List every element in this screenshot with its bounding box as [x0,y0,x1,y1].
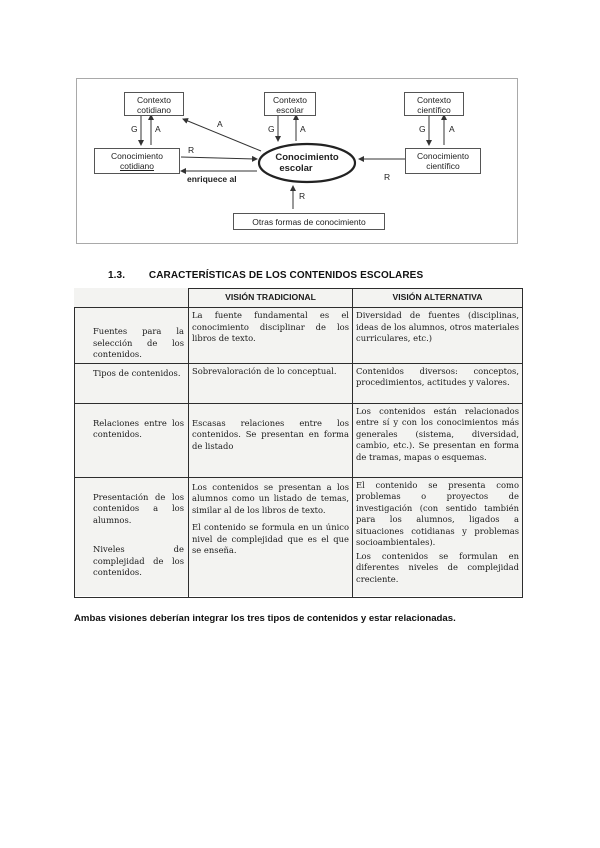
table-row [75,308,523,364]
comparison-table [74,288,523,598]
label-r-bottom: R [299,191,306,201]
cell-alternativa: Los contenidos están relacionados entre sí y con los conocimientos más generales (sistema, diversidad, cambio, etc.). Se presentan en forma de tramas, mapas o esquemas. [353,403,523,477]
cell-tradicional [189,477,353,597]
cell-tradicional: Sobrevaloración de lo conceptual. [189,363,353,403]
box-contexto-cientifico-line2: científico [417,105,451,115]
box-contexto-cotidiano-line1: Contexto [136,95,172,105]
cell-tradicional-niveles: El contenido se formula en un único nivel de complejidad que es el que se enseña. [192,522,349,555]
box-contexto-escolar-line1: Contexto [272,95,308,105]
box-contexto-escolar-line2: escolar [276,105,304,115]
label-enriquece: enriquece al [187,174,237,184]
box-conocimiento-cotidiano [94,148,180,174]
box-contexto-cotidiano [124,92,184,116]
row-label: Relaciones entre los contenidos. [75,403,189,477]
cell-alternativa [353,477,523,597]
table-row [75,363,523,403]
box-otras-formas-text: Otras formas de conocimiento [252,217,366,227]
cell-alternativa-presentacion: El contenido se presenta como problemas o proyectos de investigación (con sentido también para los alumnos, ligados a situaciones cotidianas y problemas socioambientales). [356,479,519,547]
label-g-right: G [419,124,426,134]
header-blank [75,289,189,308]
box-otras-formas [233,213,385,230]
box-contexto-cientifico [404,92,464,116]
row-label: Fuentes para la selección de los contenidos. [75,308,189,364]
table-row [75,403,523,477]
box-conocimiento-cientifico [405,148,481,174]
comparison-table-image [74,288,522,596]
center-label [259,152,355,174]
cell-tradicional: Escasas relaciones entre los contenidos. Se presentan en forma de listado [189,403,353,477]
cell-alternativa: Diversidad de fuentes (disciplinas, ideas de los alumnos, otros materiales curriculares, etc.) [353,308,523,364]
section-heading [108,270,423,281]
arrow-r-left [181,157,257,159]
section-title: CARACTERÍSTICAS DE LOS CONTENIDOS ESCOLARES [148,270,424,281]
row-label: Tipos de contenidos. [75,363,189,403]
cell-alternativa-niveles: Los contenidos se formulan en diferentes niveles de complejidad creciente. [356,550,519,584]
box-contexto-cientifico-line1: Contexto [416,95,452,105]
label-a-left: A [155,124,161,134]
header-alternativa: VISIÓN ALTERNATIVA [353,289,523,308]
table-header-row [75,289,523,308]
box-conocimiento-cotidiano-line2: cotidiano [119,161,155,171]
knowledge-diagram [76,78,518,244]
row-label-presentacion: Presentación de los contenidos a los alumnos. [93,491,184,525]
label-g-left: G [131,124,138,134]
row-label-niveles: Niveles de complejidad de los contenidos. [93,544,184,577]
label-a-diagonal: A [217,119,223,129]
center-label-line2: escolar [279,163,313,174]
label-r-left: R [188,145,195,155]
conclusion-text: Ambas visiones deberían integrar los tres tipos de contenidos y estar relacionadas. [74,613,456,624]
label-r-right: R [384,172,391,182]
box-conocimiento-cotidiano-line1: Conocimiento [111,151,163,161]
cell-tradicional-presentacion: Los contenidos se presentan a los alumnos como un listado de temas, similar al de los libros de texto. [192,481,349,515]
cell-tradicional: La fuente fundamental es el conocimiento disciplinar de los libros de texto. [189,308,353,364]
center-label-line1: Conocimiento [275,152,339,163]
box-conocimiento-cientifico-line2: científico [426,161,460,171]
box-contexto-cotidiano-line2: cotidiano [136,105,172,115]
box-conocimiento-cientifico-line1: Conocimiento [417,151,469,161]
label-g-mid: G [268,124,275,134]
box-contexto-escolar [264,92,316,116]
table-row [75,477,523,597]
row-label [75,477,189,597]
label-a-mid: A [300,124,306,134]
cell-alternativa: Contenidos diversos: conceptos, procedimientos, actitudes y valores. [353,363,523,403]
section-number: 1.3. [108,270,126,281]
header-tradicional: VISIÓN TRADICIONAL [189,289,353,308]
label-a-right: A [449,124,455,134]
